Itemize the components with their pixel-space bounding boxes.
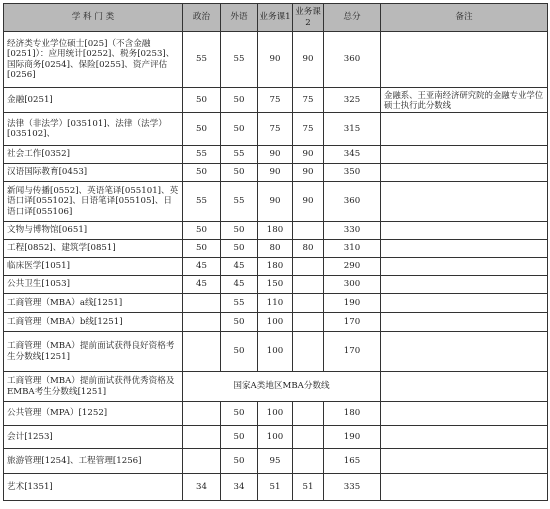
course1-cell: 90 — [258, 164, 293, 182]
total-cell: 325 — [324, 88, 381, 113]
course1-cell: 51 — [258, 474, 293, 501]
politics-cell — [183, 313, 221, 332]
course1-cell: 100 — [258, 313, 293, 332]
course2-cell — [293, 313, 324, 332]
note-cell — [381, 222, 548, 240]
language-cell: 45 — [221, 276, 258, 294]
course1-cell: 90 — [258, 146, 293, 164]
total-cell: 335 — [324, 474, 381, 501]
language-cell: 55 — [221, 146, 258, 164]
total-cell: 190 — [324, 294, 381, 313]
language-cell: 50 — [221, 313, 258, 332]
total-cell: 170 — [324, 332, 381, 372]
total-cell: 165 — [324, 449, 381, 474]
table-row — [4, 222, 548, 240]
total-cell: 180 — [324, 402, 381, 426]
politics-cell — [183, 332, 221, 372]
course2-cell — [293, 332, 324, 372]
table-row — [4, 372, 548, 402]
table-row — [4, 313, 548, 332]
subject-cell: 旅游管理[1254]、工程管理[1256] — [4, 449, 183, 474]
table-row — [4, 276, 548, 294]
politics-cell: 50 — [183, 164, 221, 182]
politics-cell: 50 — [183, 222, 221, 240]
subject-cell: 汉语国际教育[0453] — [4, 164, 183, 182]
table-row — [4, 332, 548, 372]
language-cell: 50 — [221, 222, 258, 240]
course2-cell — [293, 258, 324, 276]
table-row — [4, 113, 548, 146]
course2-cell — [293, 402, 324, 426]
total-cell: 190 — [324, 426, 381, 449]
subject-cell: 工商管理（MBA）提前面试获得优秀资格及EMBA考生分数线[1251] — [4, 372, 183, 402]
subject-cell: 新闻与传播[0552]、英语笔译[055101]、英语口译[055102]、日语笔译[055105]、日语口译[055106] — [4, 182, 183, 222]
language-cell: 34 — [221, 474, 258, 501]
total-cell: 350 — [324, 164, 381, 182]
subject-cell: 会计[1253] — [4, 426, 183, 449]
table-row — [4, 182, 548, 222]
total-cell: 345 — [324, 146, 381, 164]
subject-cell: 公共管理（MPA）[1252] — [4, 402, 183, 426]
politics-cell: 45 — [183, 276, 221, 294]
politics-cell: 50 — [183, 88, 221, 113]
course2-cell: 90 — [293, 164, 324, 182]
header-row — [4, 4, 548, 32]
course1-cell: 100 — [258, 402, 293, 426]
subject-cell: 工程[0852]、建筑学[0851] — [4, 240, 183, 258]
table-row — [4, 240, 548, 258]
course2-cell — [293, 449, 324, 474]
politics-cell: 55 — [183, 146, 221, 164]
total-cell: 170 — [324, 313, 381, 332]
total-cell: 300 — [324, 276, 381, 294]
course2-cell — [293, 276, 324, 294]
politics-cell: 55 — [183, 32, 221, 88]
subject-cell: 法律（非法学）[035101]、法律（法学）[035102]、 — [4, 113, 183, 146]
course2-cell — [293, 294, 324, 313]
politics-cell: 34 — [183, 474, 221, 501]
course1-cell: 90 — [258, 32, 293, 88]
note-cell — [381, 32, 548, 88]
note-cell: 金融系、王亚南经济研究院的金融专业学位硕士执行此分数线 — [381, 88, 548, 113]
language-cell: 55 — [221, 182, 258, 222]
language-cell: 50 — [221, 332, 258, 372]
header-subject: 学 科 门 类 — [4, 4, 183, 32]
header-language: 外语 — [221, 4, 258, 32]
subject-cell: 金融[0251] — [4, 88, 183, 113]
note-cell — [381, 313, 548, 332]
merged-score-cell: 国家A类地区MBA分数线 — [183, 372, 381, 402]
language-cell: 55 — [221, 294, 258, 313]
course2-cell: 90 — [293, 146, 324, 164]
header-politics: 政治 — [183, 4, 221, 32]
language-cell: 50 — [221, 402, 258, 426]
note-cell — [381, 258, 548, 276]
total-cell: 310 — [324, 240, 381, 258]
total-cell: 360 — [324, 182, 381, 222]
table-row — [4, 258, 548, 276]
course2-cell: 75 — [293, 113, 324, 146]
politics-cell: 45 — [183, 258, 221, 276]
course1-cell: 110 — [258, 294, 293, 313]
note-cell — [381, 240, 548, 258]
politics-cell — [183, 402, 221, 426]
language-cell: 50 — [221, 449, 258, 474]
table-row — [4, 449, 548, 474]
language-cell: 55 — [221, 32, 258, 88]
note-cell — [381, 426, 548, 449]
subject-cell: 文物与博物馆[0651] — [4, 222, 183, 240]
course1-cell: 180 — [258, 222, 293, 240]
politics-cell: 55 — [183, 182, 221, 222]
note-cell — [381, 294, 548, 313]
language-cell: 50 — [221, 113, 258, 146]
total-cell: 360 — [324, 32, 381, 88]
subject-cell: 公共卫生[1053] — [4, 276, 183, 294]
course2-cell — [293, 426, 324, 449]
total-cell: 315 — [324, 113, 381, 146]
note-cell — [381, 164, 548, 182]
course1-cell: 75 — [258, 88, 293, 113]
language-cell: 50 — [221, 426, 258, 449]
note-cell — [381, 146, 548, 164]
table-row — [4, 88, 548, 113]
note-cell — [381, 474, 548, 501]
table-row — [4, 474, 548, 501]
subject-cell: 工商管理（MBA）b线[1251] — [4, 313, 183, 332]
subject-cell: 艺术[1351] — [4, 474, 183, 501]
course2-cell — [293, 222, 324, 240]
table-row — [4, 146, 548, 164]
header-course2: 业务课2 — [293, 4, 324, 32]
header-note: 备注 — [381, 4, 548, 32]
course2-cell: 80 — [293, 240, 324, 258]
politics-cell — [183, 294, 221, 313]
table-row — [4, 32, 548, 88]
note-cell — [381, 372, 548, 402]
subject-cell: 工商管理（MBA）提前面试获得良好资格考生分数线[1251] — [4, 332, 183, 372]
subject-cell: 工商管理（MBA）a线[1251] — [4, 294, 183, 313]
table-row — [4, 402, 548, 426]
politics-cell: 50 — [183, 240, 221, 258]
course2-cell: 90 — [293, 182, 324, 222]
header-total: 总分 — [324, 4, 381, 32]
language-cell: 45 — [221, 258, 258, 276]
politics-cell — [183, 449, 221, 474]
note-cell — [381, 449, 548, 474]
language-cell: 50 — [221, 88, 258, 113]
table-row — [4, 164, 548, 182]
course2-cell: 51 — [293, 474, 324, 501]
course1-cell: 80 — [258, 240, 293, 258]
course2-cell: 75 — [293, 88, 324, 113]
subject-cell: 临床医学[1051] — [4, 258, 183, 276]
table-row — [4, 294, 548, 313]
course1-cell: 180 — [258, 258, 293, 276]
language-cell: 50 — [221, 240, 258, 258]
table-row — [4, 426, 548, 449]
course1-cell: 100 — [258, 426, 293, 449]
subject-cell: 经济类专业学位硕士[025]（不含金融[0251]）：应用统计[0252]、税务[0253]、国际商务[0254]、保险[0255]、资产评估[0256] — [4, 32, 183, 88]
note-cell — [381, 402, 548, 426]
language-cell: 50 — [221, 164, 258, 182]
total-cell: 330 — [324, 222, 381, 240]
subject-cell: 社会工作[0352] — [4, 146, 183, 164]
course1-cell: 75 — [258, 113, 293, 146]
politics-cell — [183, 426, 221, 449]
course1-cell: 95 — [258, 449, 293, 474]
course1-cell: 150 — [258, 276, 293, 294]
header-course1: 业务课1 — [258, 4, 293, 32]
politics-cell: 50 — [183, 113, 221, 146]
score-table — [3, 3, 548, 501]
course1-cell: 100 — [258, 332, 293, 372]
course2-cell: 90 — [293, 32, 324, 88]
note-cell — [381, 182, 548, 222]
course1-cell: 90 — [258, 182, 293, 222]
note-cell — [381, 113, 548, 146]
note-cell — [381, 276, 548, 294]
total-cell: 290 — [324, 258, 381, 276]
note-cell — [381, 332, 548, 372]
